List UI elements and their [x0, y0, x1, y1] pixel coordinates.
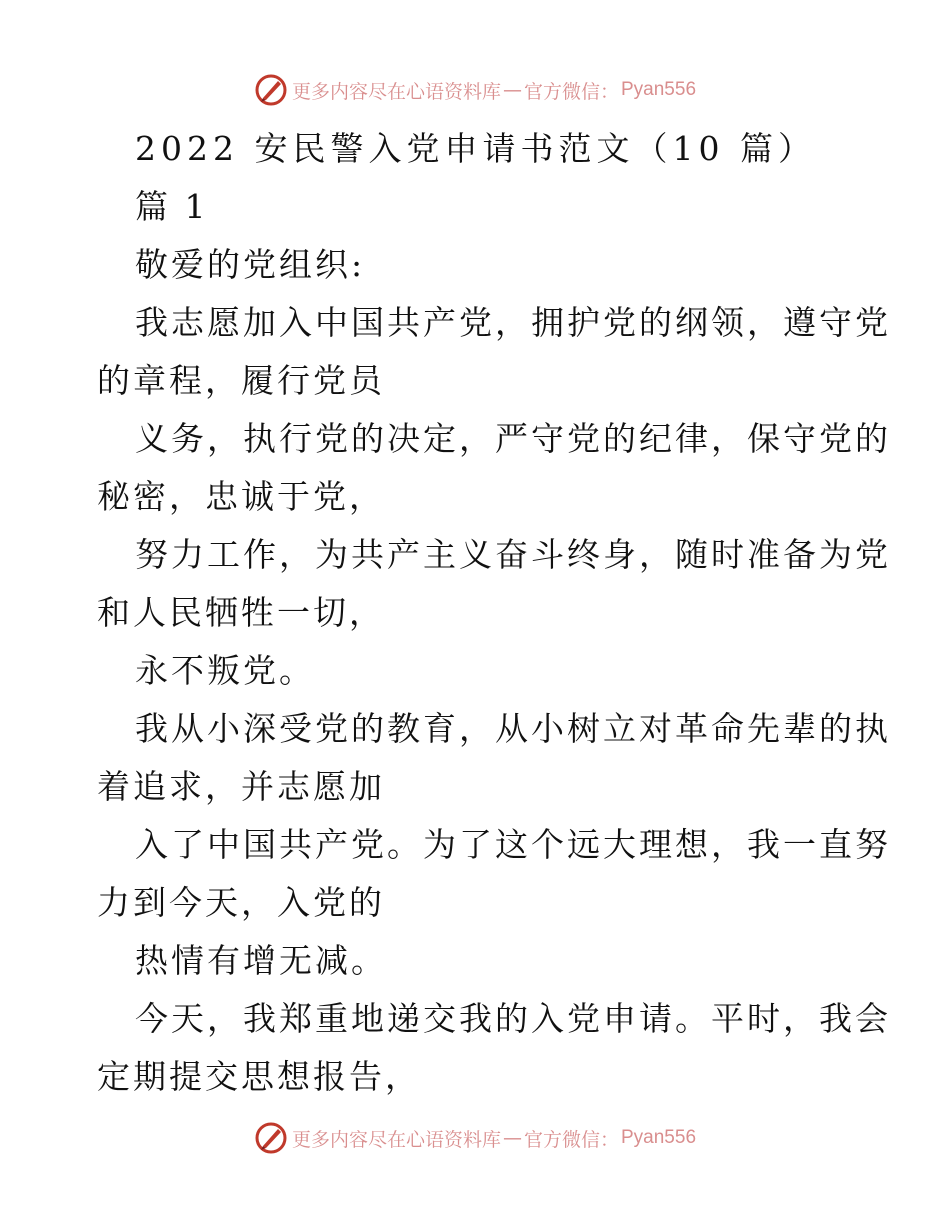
- watermark-footer: [0, 1118, 950, 1158]
- text-line: 着追求，并志愿加: [97, 767, 385, 806]
- watermark-text: 更多内容尽在心语资料库: [291, 1128, 501, 1151]
- watermark-header: [0, 70, 950, 110]
- text-line: 今天，我郑重地递交我的入党申请。平时，我会: [135, 999, 891, 1038]
- watermark-separator: —: [502, 79, 522, 101]
- watermark-separator: —: [502, 1127, 522, 1149]
- watermark-label: 官方微信：: [523, 80, 619, 103]
- text-line: 义务，执行党的决定，严守党的纪律，保守党的: [135, 419, 891, 458]
- logo-quill-icon: [254, 73, 288, 107]
- text-line: 定期提交思想报告，: [97, 1057, 421, 1096]
- watermark-label: 官方微信：: [523, 1128, 619, 1151]
- text-line: 和人民牺牲一切，: [97, 593, 385, 632]
- text-line: 力到今天，入党的: [97, 883, 385, 922]
- watermark-handle: Pyan556: [621, 79, 697, 100]
- text-line: 秘密，忠诚于党，: [97, 477, 385, 516]
- document-title: 2022 安民警入党申请书范文（10 篇）: [135, 129, 816, 168]
- document-body: [97, 120, 891, 1106]
- text-line: 入了中国共产党。为了这个远大理想，我一直努: [135, 825, 891, 864]
- watermark-handle: Pyan556: [621, 1127, 697, 1148]
- text-line: 我从小深受党的教育，从小树立对革命先辈的执: [135, 709, 891, 748]
- text-line: 的章程，履行党员: [97, 361, 385, 400]
- text-line: 热情有增无减。: [135, 941, 387, 980]
- watermark-text: 更多内容尽在心语资料库: [291, 80, 501, 103]
- text-line: 我志愿加入中国共产党，拥护党的纲领，遵守党: [135, 303, 891, 342]
- salutation: 敬爱的党组织:: [135, 245, 366, 284]
- text-line: 永不叛党。: [135, 651, 315, 690]
- logo-quill-icon: [254, 1121, 288, 1155]
- section-heading: 篇 1: [135, 187, 209, 226]
- text-line: 努力工作，为共产主义奋斗终身，随时准备为党: [135, 535, 891, 574]
